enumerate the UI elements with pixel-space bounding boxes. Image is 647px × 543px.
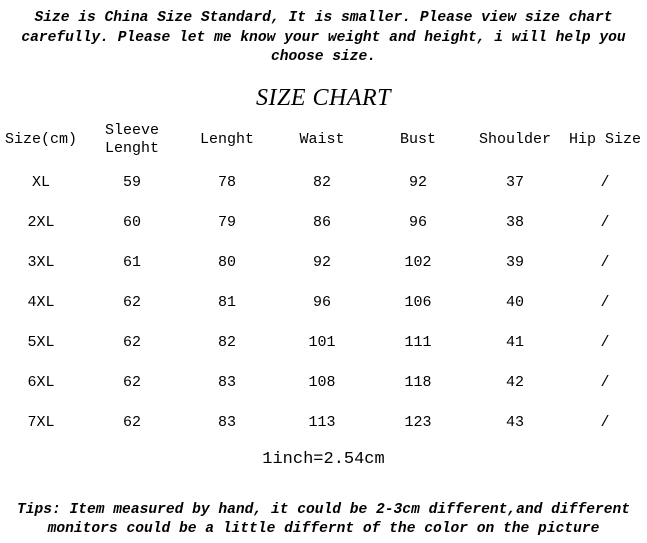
- header-size: Size(cm): [4, 131, 77, 148]
- cell-waist: 108: [308, 373, 336, 391]
- unit-conversion: 1inch=2.54cm: [262, 450, 385, 469]
- cell-size: XL: [31, 173, 50, 191]
- cell-bust: 118: [404, 373, 432, 391]
- table-body: [0, 162, 647, 442]
- tips-note: [0, 501, 647, 539]
- cell-shoulder: 41: [505, 333, 524, 351]
- cell-length: 82: [217, 333, 236, 351]
- table-row: [0, 362, 647, 402]
- size-chart-table: [0, 118, 647, 442]
- cell-hip-size: /: [600, 413, 610, 431]
- cell-sleeve-length: 62: [122, 373, 141, 391]
- cell-shoulder: 42: [505, 373, 524, 391]
- cell-size: 3XL: [27, 253, 55, 271]
- page-title: SIZE CHART: [255, 85, 391, 111]
- cell-hip-size: /: [600, 373, 610, 391]
- cell-waist: 82: [312, 173, 331, 191]
- cell-bust: 111: [404, 333, 432, 351]
- cell-length: 80: [217, 253, 236, 271]
- cell-bust: 102: [404, 253, 432, 271]
- header-hip-size: Hip Size: [568, 131, 641, 148]
- cell-bust: 106: [404, 293, 432, 311]
- intro-line-2: carefully. Please let me know your weight and height, i will help you: [21, 29, 626, 46]
- cell-waist: 86: [312, 213, 331, 231]
- header-bust: Bust: [399, 131, 436, 148]
- cell-hip-size: /: [600, 293, 610, 311]
- cell-length: 78: [217, 173, 236, 191]
- cell-shoulder: 40: [505, 293, 524, 311]
- intro-line-1: Size is China Size Standard, It is smaller. Please view size chart: [34, 10, 613, 26]
- cell-sleeve-length: 62: [122, 413, 141, 431]
- cell-size: 4XL: [27, 293, 55, 311]
- cell-size: 7XL: [27, 413, 55, 431]
- cell-size: 5XL: [27, 333, 55, 351]
- table-row: [0, 322, 647, 362]
- cell-length: 79: [217, 213, 236, 231]
- header-shoulder: Shoulder: [478, 131, 551, 148]
- header-length: Lenght: [199, 131, 254, 148]
- cell-sleeve-length: 61: [122, 253, 141, 271]
- cell-shoulder: 43: [505, 413, 524, 431]
- cell-sleeve-length: 62: [122, 293, 141, 311]
- table-row: [0, 202, 647, 242]
- intro-note: [0, 9, 647, 68]
- cell-shoulder: 38: [505, 213, 524, 231]
- cell-length: 83: [217, 373, 236, 391]
- table-row: [0, 242, 647, 282]
- cell-shoulder: 39: [505, 253, 524, 271]
- cell-bust: 96: [408, 213, 427, 231]
- cell-sleeve-length: 62: [122, 333, 141, 351]
- table-row: [0, 282, 647, 322]
- intro-line-3: choose size.: [270, 49, 377, 65]
- cell-waist: 96: [312, 293, 331, 311]
- cell-size: 6XL: [27, 373, 55, 391]
- cell-hip-size: /: [600, 333, 610, 351]
- cell-hip-size: /: [600, 253, 610, 271]
- cell-waist: 113: [308, 413, 336, 431]
- cell-length: 81: [217, 293, 236, 311]
- cell-size: 2XL: [27, 213, 55, 231]
- cell-bust: 123: [404, 413, 432, 431]
- tips-line-2: monitors could be a little differnt of the color on the picture: [47, 521, 600, 537]
- table-row: [0, 162, 647, 202]
- cell-waist: 101: [308, 333, 336, 351]
- cell-waist: 92: [312, 253, 331, 271]
- tips-line-1: Tips: Item measured by hand, it could be 2-3cm different,and different: [16, 502, 631, 518]
- header-sleeve-length: Sleeve Lenght: [104, 122, 159, 157]
- header-waist: Waist: [299, 131, 345, 148]
- cell-sleeve-length: 60: [122, 213, 141, 231]
- cell-hip-size: /: [600, 173, 610, 191]
- cell-hip-size: /: [600, 213, 610, 231]
- cell-length: 83: [217, 413, 236, 431]
- cell-bust: 92: [408, 173, 427, 191]
- table-row: [0, 402, 647, 442]
- cell-shoulder: 37: [505, 173, 524, 191]
- table-header: [0, 118, 647, 162]
- cell-sleeve-length: 59: [122, 173, 141, 191]
